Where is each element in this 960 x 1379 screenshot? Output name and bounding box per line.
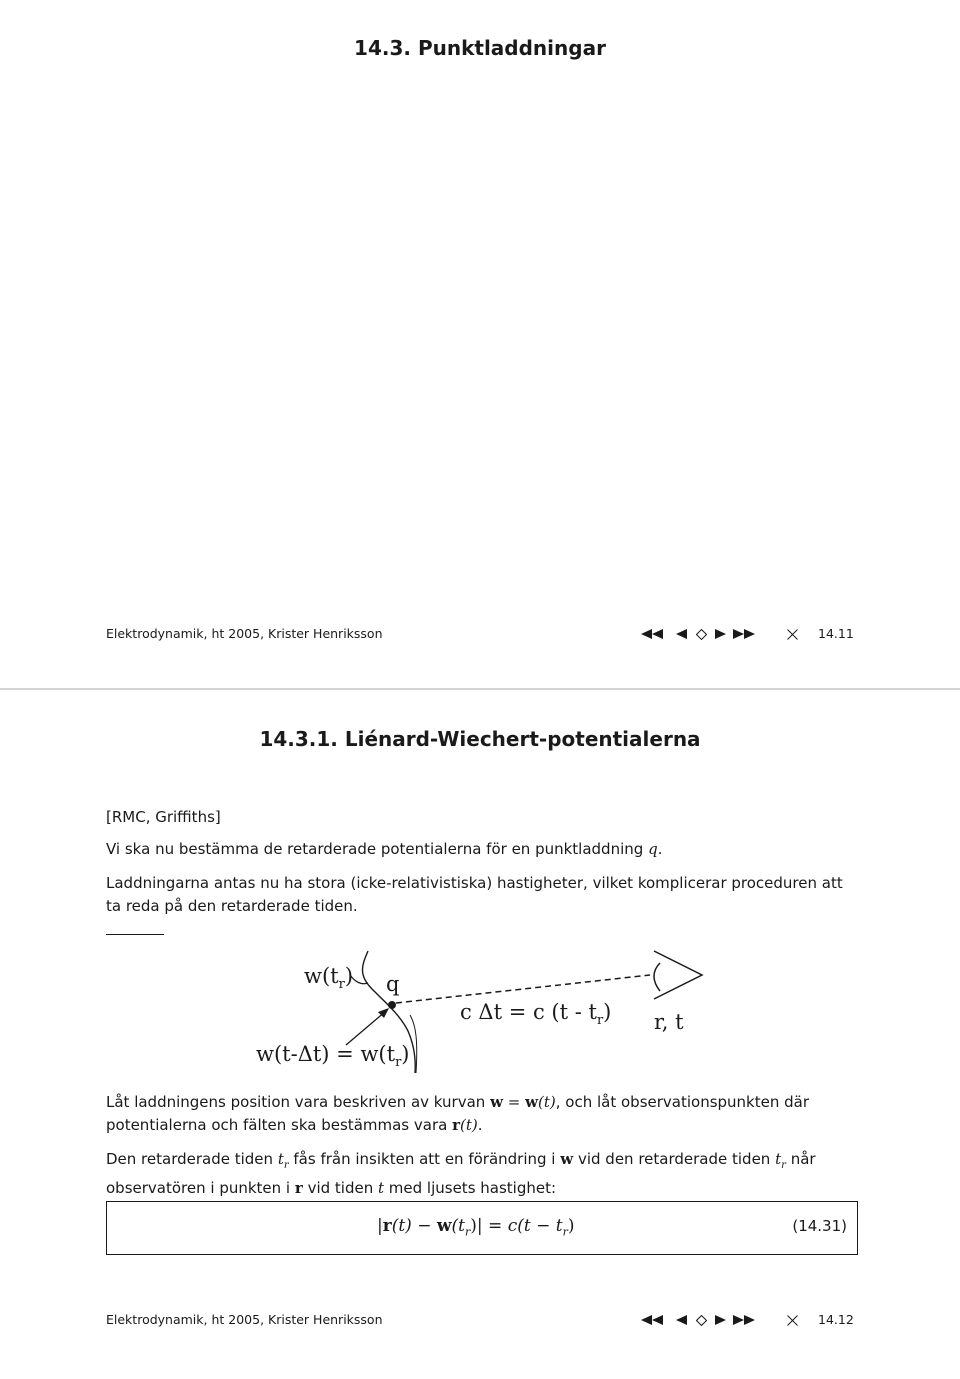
label-w-t-minus-dt: $w(t-\Delta t) = w(t_r)$ <box>256 1042 410 1070</box>
paragraph-retarded-time <box>106 1148 858 1200</box>
last-page-icon[interactable] <box>730 1315 758 1325</box>
paragraph-text: observatören i punkten i <box>106 1179 291 1197</box>
math-w: w <box>560 1150 574 1168</box>
paragraph-text: Vi ska nu bestämma de retarderade potentialerna för en punktladdning <box>106 840 644 858</box>
math-subscript: r <box>781 1160 786 1171</box>
equation-14-31: $|r(t) - w(t_r)| = c(t - t_r)$ <box>377 1216 575 1239</box>
light-path-dashed-line <box>396 975 650 1003</box>
label-c-delta-t: c Δt = c $(t - t_r)$ <box>460 1000 612 1028</box>
page-number: 14.12 <box>818 1312 854 1327</box>
next-page-icon[interactable] <box>710 629 730 639</box>
label-q: q <box>386 972 400 996</box>
math-r: r <box>452 1116 460 1134</box>
paragraph-text: når <box>790 1150 816 1168</box>
back-icon[interactable] <box>692 1315 710 1326</box>
reference-text: [RMC, Griffiths] <box>106 808 221 826</box>
prev-page-icon[interactable] <box>670 629 692 639</box>
paragraph-line: ta reda på den retarderade tiden. <box>106 897 358 915</box>
math-t: t <box>377 1179 385 1197</box>
prev-page-icon[interactable] <box>670 1315 692 1325</box>
slide-title: 14.3. Punktladdningar <box>354 36 606 60</box>
paragraph-intro <box>106 838 858 861</box>
page-number: 14.11 <box>818 626 854 641</box>
paragraph-text: Låt laddningens position vara beskriven av kurvan <box>106 1093 486 1111</box>
observer-eye-icon <box>654 951 702 999</box>
paragraph-line: Laddningarna antas nu ha stora (icke-relativistiska) hastigheter, vilket komplicerar proceduren att <box>106 874 843 892</box>
paragraph-velocity <box>106 872 858 918</box>
navigation-controls <box>640 1312 812 1328</box>
math-w: w <box>490 1093 503 1111</box>
paragraph-text: , och låt observationspunkten där <box>555 1093 810 1111</box>
math-equals: = <box>502 1093 526 1111</box>
equation-box <box>106 1201 858 1255</box>
first-page-icon[interactable] <box>640 1315 664 1325</box>
math-t: (t) <box>460 1116 478 1134</box>
math-t: t <box>277 1150 284 1168</box>
close-icon[interactable] <box>772 629 812 640</box>
close-icon[interactable] <box>772 1315 812 1326</box>
first-page-icon[interactable] <box>640 629 664 639</box>
math-r: r <box>294 1179 303 1197</box>
label-r-t: r, t <box>654 1010 684 1034</box>
label-w-tr: $w(t_r)$ <box>304 964 354 992</box>
charge-point <box>388 1001 396 1009</box>
punctuation: . <box>657 840 663 858</box>
next-page-icon[interactable] <box>710 1315 730 1325</box>
arrow-line <box>346 1011 386 1045</box>
navigation-controls <box>640 626 812 642</box>
divider-rule <box>106 934 164 935</box>
slide-14-11 <box>0 0 960 688</box>
math-w: w <box>525 1093 539 1111</box>
math-subscript: r <box>283 1160 289 1171</box>
retarded-time-figure <box>250 945 720 1075</box>
punctuation: . <box>477 1116 483 1134</box>
math-q: q <box>648 840 658 858</box>
math-t: t <box>775 1150 782 1168</box>
paragraph-text: vid den retarderade tiden <box>577 1150 771 1168</box>
paragraph-text: Den retarderade tiden <box>106 1150 274 1168</box>
paragraph-curve <box>106 1091 858 1137</box>
last-page-icon[interactable] <box>730 629 758 639</box>
paragraph-text: med ljusets hastighet: <box>388 1179 557 1197</box>
equation-number: (14.31) <box>792 1217 847 1235</box>
paragraph-text: fås från insikten att en förändring i <box>293 1150 556 1168</box>
paragraph-text: vid tiden <box>307 1179 374 1197</box>
math-t: (t) <box>538 1093 556 1111</box>
footer-text: Elektrodynamik, ht 2005, Krister Henriksson <box>106 626 383 641</box>
footer-text: Elektrodynamik, ht 2005, Krister Henriksson <box>106 1312 383 1327</box>
slide-title: 14.3.1. Liénard-Wiechert-potentialerna <box>259 727 701 751</box>
back-icon[interactable] <box>692 629 710 640</box>
paragraph-text: potentialerna och fälten ska bestämmas vara <box>106 1116 448 1134</box>
